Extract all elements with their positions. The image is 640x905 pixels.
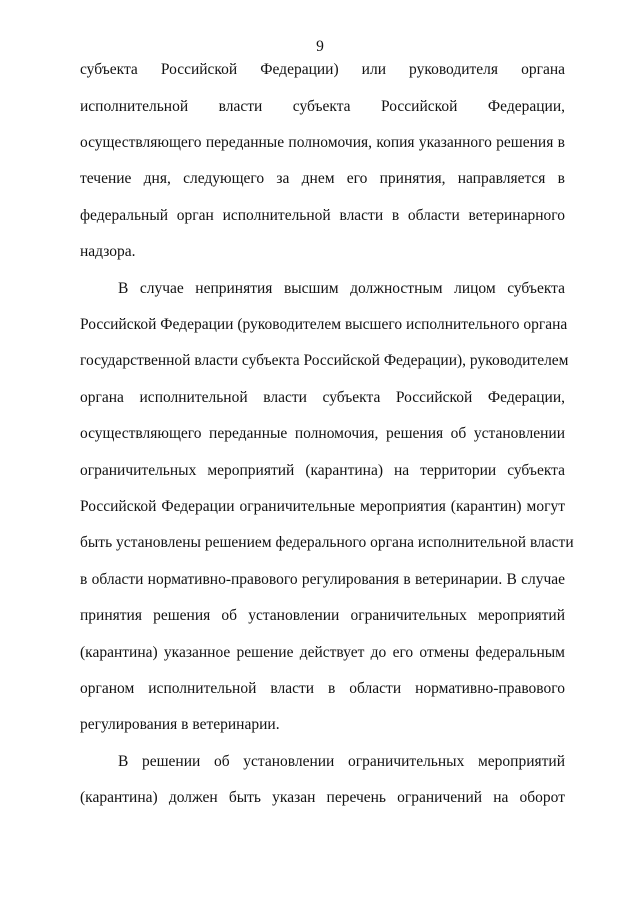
page-number: 9 <box>316 38 324 55</box>
text-line: ограничительных мероприятий (карантина) на территории субъекта <box>80 462 565 479</box>
text-line: органа исполнительной власти субъекта Российской Федерации, <box>80 389 565 406</box>
text-line: осуществляющего переданные полномочия, решения об установлении <box>80 425 565 442</box>
text-line: принятия решения об установлении ограничительных мероприятий <box>80 607 565 624</box>
text-line: (карантина) указанное решение действует до его отмены федеральным <box>80 644 565 661</box>
text-line: органом исполнительной власти в области нормативно-правового <box>80 680 565 697</box>
text-line: течение дня, следующего за днем его принятия, направляется в <box>80 170 565 187</box>
text-line: государственной власти субъекта Российской Федерации), руководителем <box>80 352 569 369</box>
text-line: Российской Федерации (руководителем высшего исполнительного органа <box>80 316 568 333</box>
text-line: В решении об установлении ограничительных мероприятий <box>118 753 565 770</box>
text-line: (карантина) должен быть указан перечень ограничений на оборот <box>80 789 565 806</box>
text-line: регулирования в ветеринарии. <box>80 716 280 733</box>
text-line: Российской Федерации ограничительные мероприятия (карантин) могут <box>80 498 565 515</box>
text-line: надзора. <box>80 243 136 260</box>
text-line: быть установлены решением федерального органа исполнительной власти <box>80 534 574 551</box>
text-line: исполнительной власти субъекта Российской Федерации, <box>80 98 565 115</box>
text-line: В случае непринятия высшим должностным лицом субъекта <box>118 280 565 297</box>
text-line: в области нормативно-правового регулирования в ветеринарии. В случае <box>80 571 565 588</box>
text-line: федеральный орган исполнительной власти в области ветеринарного <box>80 207 565 224</box>
text-line: осуществляющего переданные полномочия, копия указанного решения в <box>80 134 565 151</box>
text-line: субъекта Российской Федерации) или руководителя органа <box>80 61 565 78</box>
